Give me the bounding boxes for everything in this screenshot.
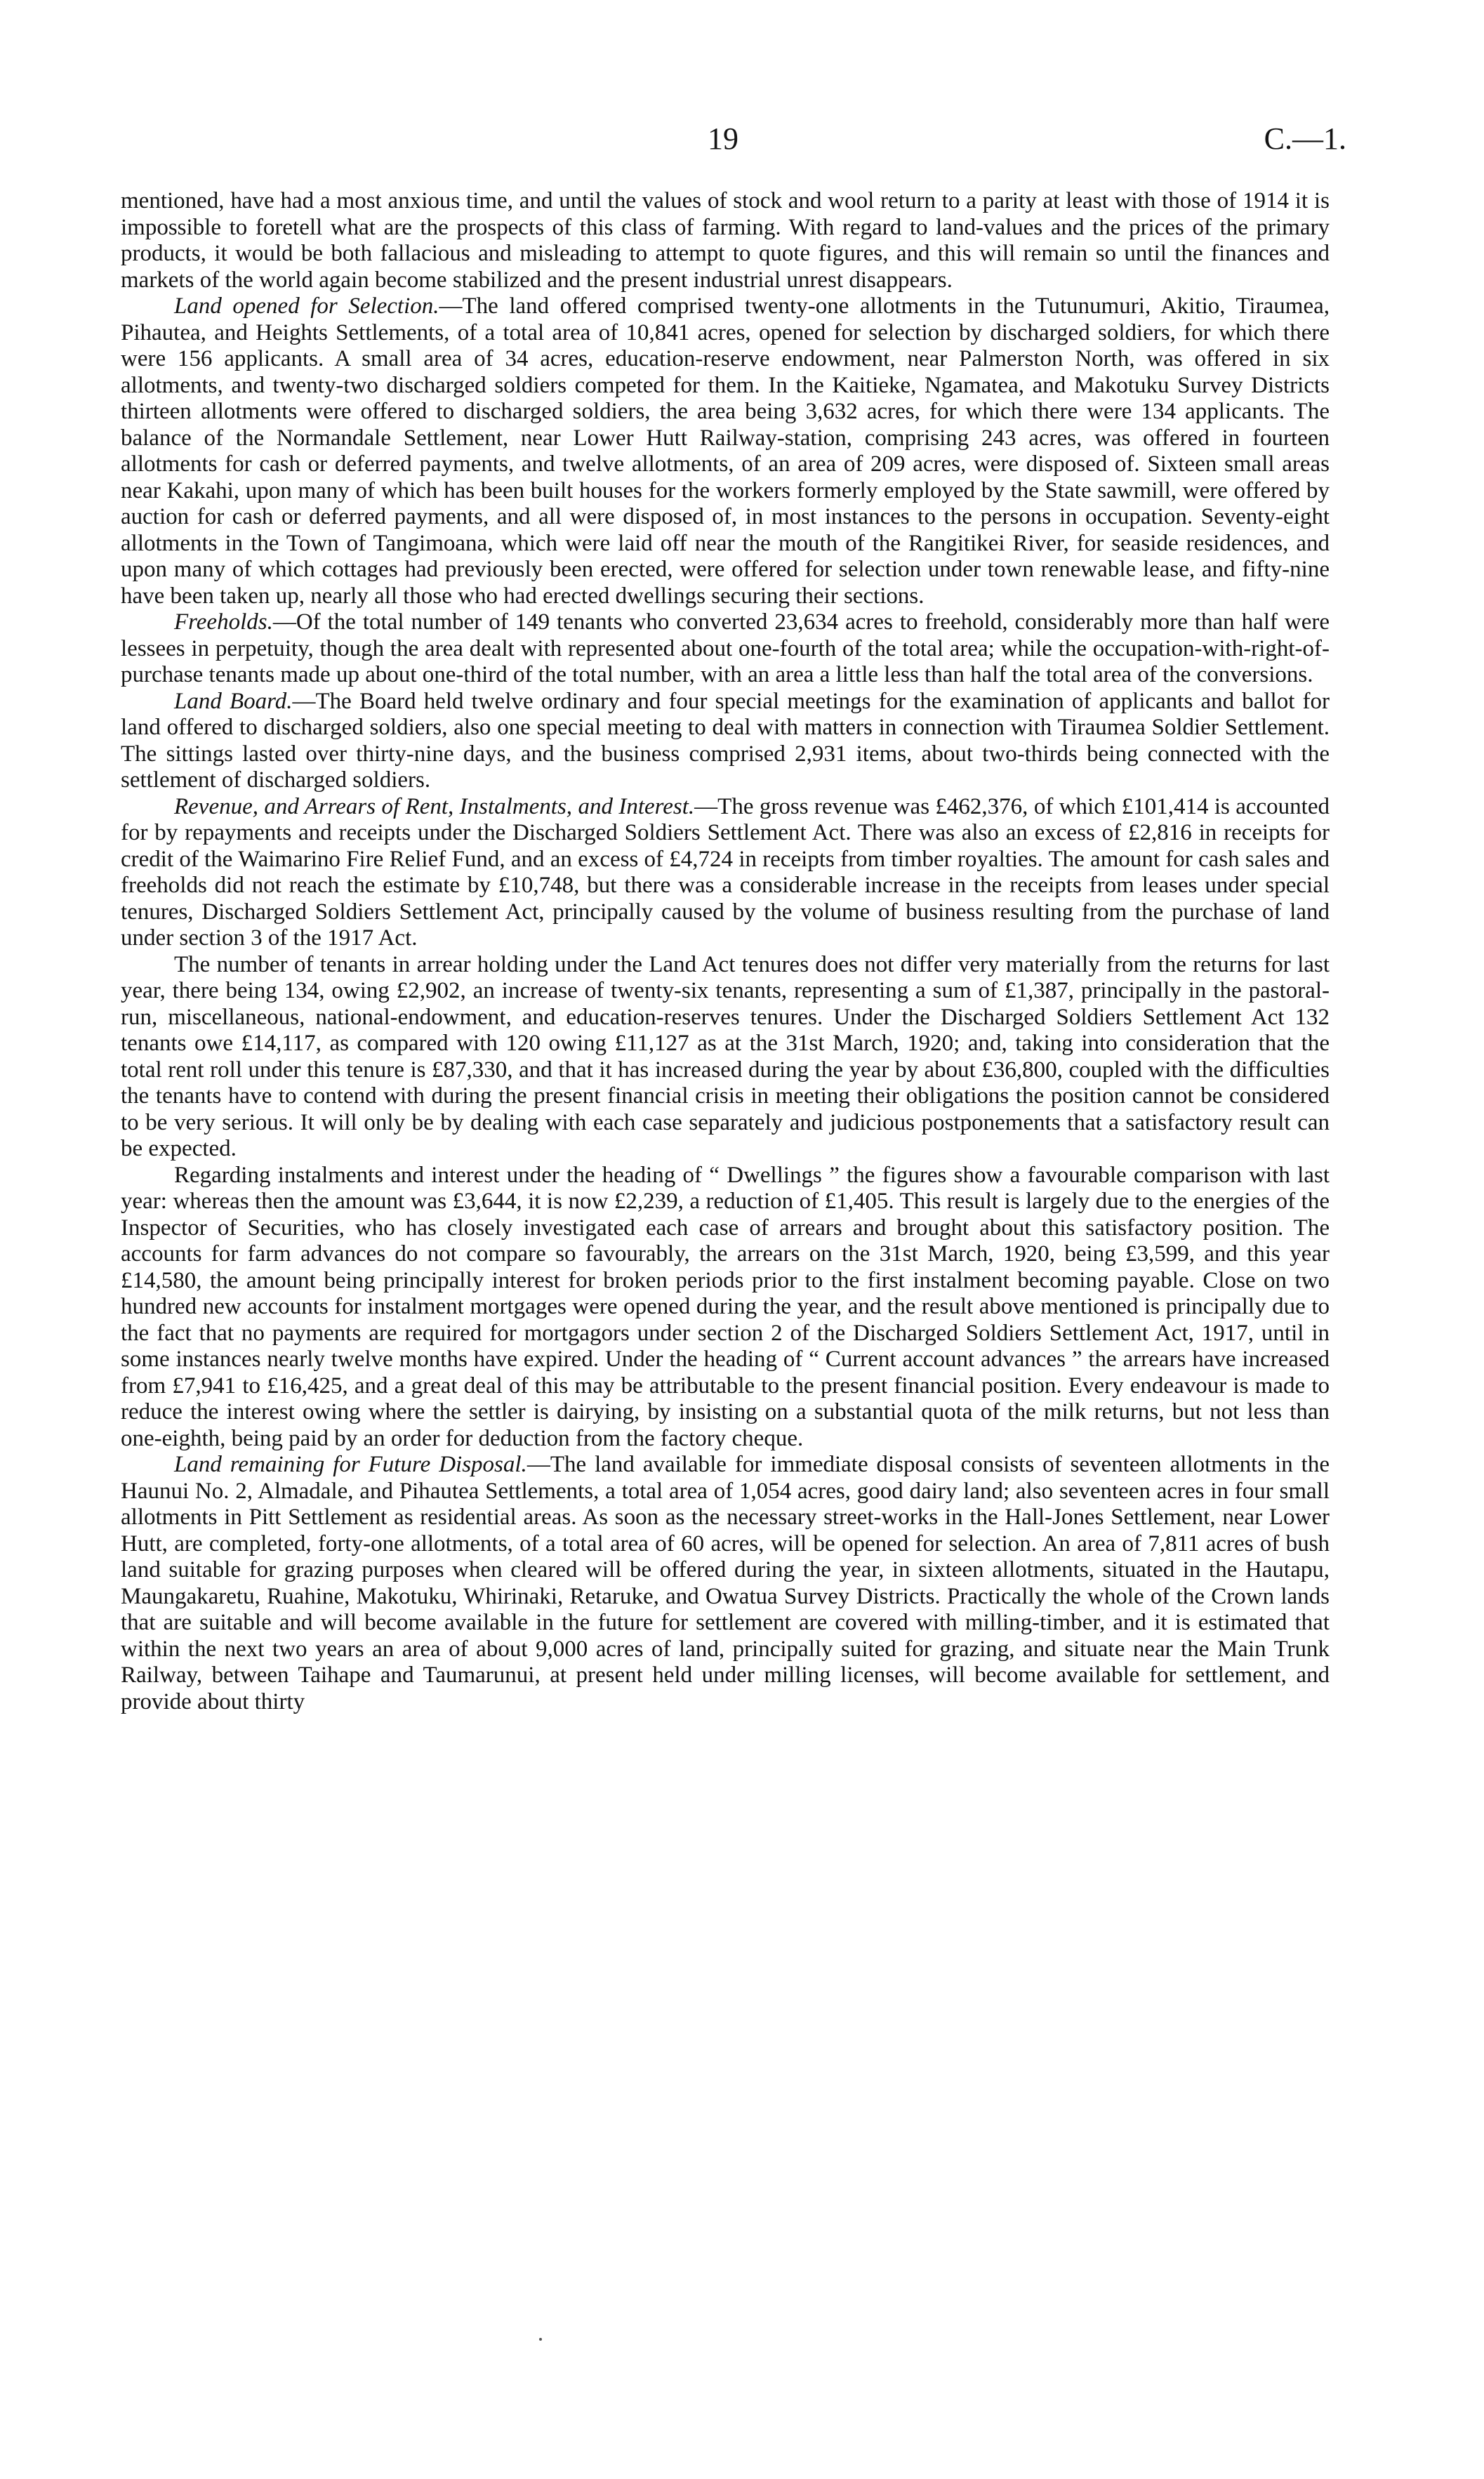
section-heading: Freeholds. bbox=[174, 609, 273, 635]
page-number: 19 bbox=[708, 121, 738, 156]
paragraph-land-opened bbox=[121, 293, 1330, 609]
paragraph-land-board bbox=[121, 689, 1330, 794]
paragraph-text: —The gross revenue was £462,376, of which £101,414 is accounted for by repayments and receipts under the Discharged Soldiers Settlement Act. There was also an excess of £2,816 in receipts for credit of the Waimarino Fire Relief Fund, and an excess of £4,724 in receipts from timber royalties. The amount for cash sales and freeholds did not reach the estimate by £10,748, but there was a considerable increase in the receipts from leases under special tenures, Discharged Soldiers Settlement Act, principally caused by the volume of business resulting from the purchase of land under section 3 of the 1917 Act. bbox=[121, 793, 1330, 951]
paragraph-future-disposal bbox=[121, 1452, 1330, 1715]
section-heading: Land opened for Selection. bbox=[174, 293, 439, 319]
section-heading: Land remaining for Future Disposal. bbox=[174, 1452, 527, 1477]
paragraph-text: Regarding instalments and interest under the heading of “ Dwellings ” the figures show a favourable comparison with last year: whereas then the amount was £3,644, it is now £2,239, a reduction of £1,405. This result is largely due to the energies of the Inspector of Securities, who has closely investigated each case of arrears and brought about this satisfactory position. The accounts for farm advances do not compare so favourably, the arrears on the 31st March, 1920, being £3,599, and this year £14,580, the amount being principally interest for broken periods prior to the first instalment becoming payable. Close on two hundred new accounts for instalment mortgages were opened during the year, and the result above mentioned is principally due to the fact that no payments are required for mortgagors under section 2 of the Discharged Soldiers Settlement Act, 1917, until in some instances nearly twelve months have expired. Under the heading of “ Current account advances ” the arrears have increased from £7,941 to £16,425, and a great deal of this may be attributable to the present financial position. Every endeavour is made to reduce the interest owing where the settler is dairying, by insisting on a substantial quota of the milk returns, but not less than one-eighth, being paid by an order for deduction from the factory cheque. bbox=[121, 1162, 1330, 1451]
section-heading: Land Board. bbox=[174, 688, 293, 714]
paragraph-text: mentioned, have had a most anxious time, and until the values of stock and wool return to a parity at least with those of 1914 it is impossible to foretell what are the prospects of this class of farming. With regard to land-values and the prices of the primary products, it would be both fallacious and misleading to attempt to quote figures, and this will remain so until the finances and markets of the world again become stabilized and the present industrial unrest disappears. bbox=[121, 188, 1330, 293]
paragraph-text: —The Board held twelve ordinary and four special meetings for the examination of applicants and ballot for land offered to discharged soldiers, also one special meeting to deal with matters in connection with Tiraumea Soldier Settlement. The sittings lasted over thirty-nine days, and the business comprised 2,931 items, about two-thirds being connected with the settlement of discharged soldiers. bbox=[121, 688, 1330, 793]
page-mark bbox=[539, 2338, 542, 2341]
paragraph-instalments bbox=[121, 1163, 1330, 1453]
section-heading: Revenue, and Arrears of Rent, Instalments, and Interest. bbox=[174, 793, 695, 819]
paragraph-text: —The land offered comprised twenty-one allotments in the Tutunumuri, Akitio, Tiraumea, Pihautea, and Heights Settlements, of a total area of 10,841 acres, opened for selection by discharged soldiers, for which there were 156 applicants. A small area of 34 acres, education-reserve endowment, near Palmerston North, was offered in six allotments, and twenty-two discharged soldiers competed for them. In the Kaitieke, Ngamatea, and Makotuku Survey Districts thirteen allotments were offered to discharged soldiers, the area being 3,632 acres, for which there were 134 applicants. The balance of the Normandale Settlement, near Lower Hutt Railway-station, comprising 243 acres, was offered in fourteen allotments for cash or deferred payments, and twelve allotments, of an area of 209 acres, were disposed of. Sixteen small areas near Kakahi, upon many of which has been built houses for the workers formerly employed by the State sawmill, were offered by auction for cash or deferred payments, and all were disposed of, in most instances to the persons in occupation. Seventy-eight allotments in the Town of Tangimoana, which were laid off near the mouth of the Rangitikei River, for seaside residences, and upon many of which cottages had previously been erected, were offered for selection under town renewable lease, and fifty-nine have been taken up, nearly all those who had erected dwellings securing their sections. bbox=[121, 293, 1330, 609]
paragraph-revenue bbox=[121, 794, 1330, 952]
paragraph-text: —Of the total number of 149 tenants who converted 23,634 acres to freehold, considerably more than half were lessees in perpetuity, though the area dealt with represented about one-fourth of the total area; while the occupation-with-right-of-purchase tenants made up about one-third of the total number, with an area a little less than half the total area of the conversions. bbox=[121, 609, 1330, 687]
document-code: C.—1. bbox=[1264, 121, 1346, 156]
page-header bbox=[0, 118, 1484, 160]
paragraph-freeholds bbox=[121, 609, 1330, 689]
body-text bbox=[121, 188, 1330, 1715]
paragraph-intro bbox=[121, 188, 1330, 293]
paragraph-text: —The land available for immediate disposal consists of seventeen allotments in the Haunui No. 2, Almadale, and Pihautea Settlements, a total area of 1,054 acres, good dairy land; also seventeen acres in four small allotments in Pitt Settlement as residential areas. As soon as the necessary street-works in the Hall-Jones Settlement, near Lower Hutt, are completed, forty-one allotments, of a total area of 60 acres, will be opened for selection. An area of 7,811 acres of bush land suitable for grazing purposes when cleared will be offered during the year, in sixteen allotments, situated in the Hautapu, Maungakaretu, Ruahine, Makotuku, Whirinaki, Retaruke, and Owatua Survey Districts. Practically the whole of the Crown lands that are suitable and will become available in the future for settlement are covered with milling-timber, and it is estimated that within the next two years an area of about 9,000 acres of land, principally suited for grazing, and situate near the Main Trunk Railway, between Taihape and Taumarunui, at present held under milling licenses, will become available for settlement, and provide about thirty bbox=[121, 1452, 1330, 1714]
paragraph-arrears bbox=[121, 952, 1330, 1163]
paragraph-text: The number of tenants in arrear holding under the Land Act tenures does not differ very materially from the returns for last year, there being 134, owing £2,902, an increase of twenty-six tenants, representing a sum of £1,387, principally in the pastoral-run, miscellaneous, national-endowment, and education-reserves tenures. Under the Discharged Soldiers Settlement Act 132 tenants owe £14,117, as compared with 120 owing £11,127 as at the 31st March, 1920; and, taking into consideration that the total rent roll under this tenure is £87,330, and that it has increased during the year by about £36,800, coupled with the difficulties the tenants have to contend with during the present financial crisis in meeting their obligations the position cannot be considered to be very serious. It will only be by dealing with each case separately and judicious postponements that a satisfactory result can be expected. bbox=[121, 951, 1330, 1161]
